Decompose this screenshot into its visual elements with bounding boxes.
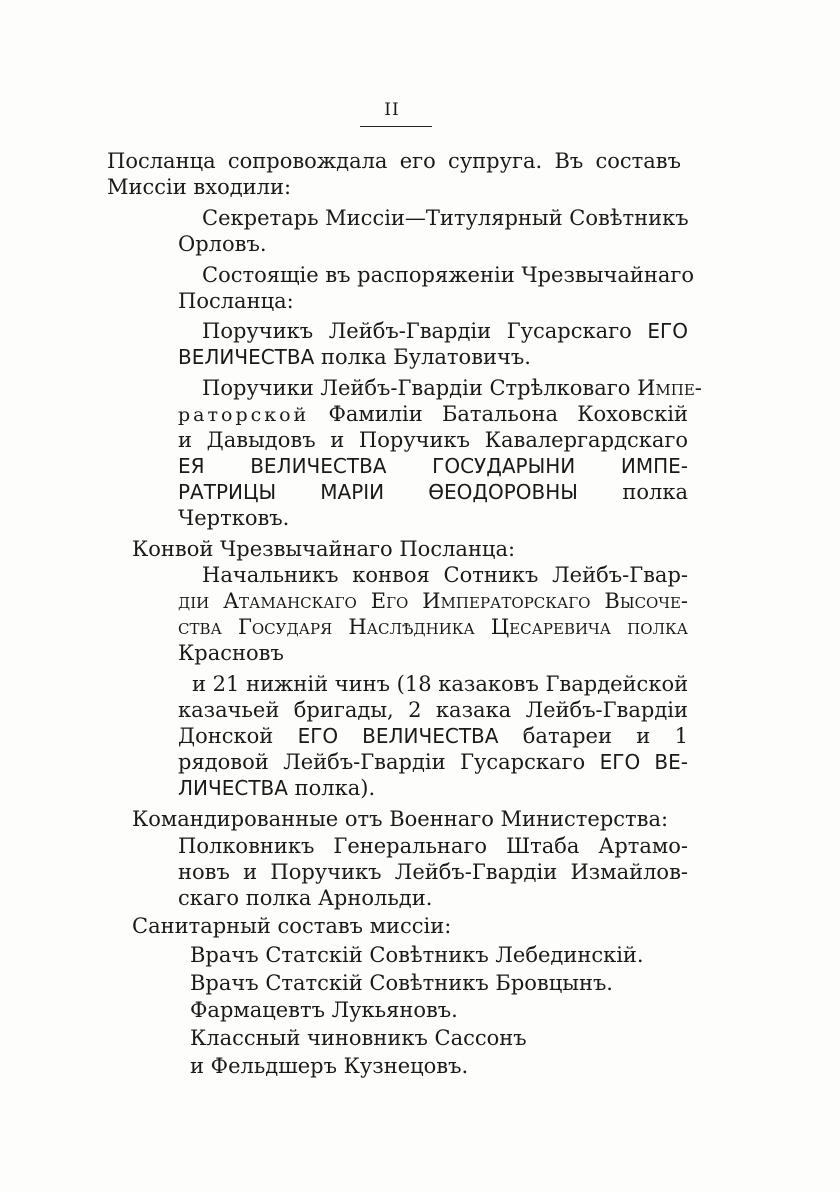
text-line: Классный чиновникъ Сассонъ [190,1026,527,1050]
text-segment-caps: ЕГО ВЕ- [599,750,688,774]
text-line: Посланца: [178,289,294,313]
text-line: и Фельдшеръ Кузнецовъ. [190,1054,469,1078]
text-segment-caps: РАТРИЦЫ МАРIИ ѲЕОДОРОВНЫ [178,480,578,504]
text-line: новъ и Поручикъ Лейбъ-Гвардiи Измайлов- [178,860,688,884]
text-line: ЕЯ ВЕЛИЧЕСТВА ГОСУДАРЫНИ ИМПЕ- [178,454,688,478]
text-line [178,401,688,427]
text-segment-spaced: раторской [178,404,310,426]
text-segment: батареи и 1 [522,724,688,748]
text-segment-caps: ЛИЧЕСТВА [178,776,288,800]
text-line: Конвой Чрезвычайнаго Посланца: [132,537,516,561]
text-line [178,479,688,505]
text-line: и Давыдовъ и Поручикъ Кавалергардскаго [178,428,688,452]
text-line: Красновъ [178,641,284,665]
text-line: ства Государя Наслѣдника Цесаревича полка [178,615,688,639]
page-number: II [384,100,400,120]
text-line [202,375,702,401]
text-segment: Поручикъ Лейбъ-Гвардiи Гусарскаго [202,319,632,343]
text-line [202,318,688,344]
text-line [178,749,688,775]
text-line: Орловъ. [178,232,267,256]
text-line: дiи Атаманскаго Его Императорскаго Высоче- [178,589,688,613]
text-line: Врачъ Статскiй Совѣтникъ Лебединскiй. [190,943,644,967]
text-segment-smallcaps: Импе- [637,376,702,400]
text-segment: Фамилiи Батальона Коховскiй [328,402,688,426]
text-segment-caps: ЕГО [647,319,688,343]
text-line: Врачъ Статскiй Совѣтникъ Бровцынъ. [190,971,613,995]
text-line: Начальникъ конвоя Сотникъ Лейбъ-Гвар- [202,563,688,587]
text-line [178,775,375,801]
text-line: Чертковъ. [178,506,290,530]
text-segment-caps: ЕГО ВЕЛИЧЕСТВА [297,724,499,748]
text-line [178,723,688,749]
text-line: Состоящiе въ распоряженiи Чрезвычайнаго [202,263,695,287]
text-segment: Поручики Лейбъ-Гвардiи Стрѣлковаго [202,376,631,400]
text-line: Посланца сопровождала его супруга. Въ составъ [107,149,681,173]
text-line: Миссiи входили: [107,175,292,199]
text-segment: рядовой Лейбъ-Гвардiи Гусарскаго [178,750,586,774]
text-segment-caps: ВЕЛИЧЕСТВА [178,345,315,369]
text-line: и 21 нижнiй чинъ (18 казаковъ Гвардейской [192,672,689,696]
text-line: Полковникъ Генеральнаго Штаба Артамо- [178,834,688,858]
text-segment: Донской [178,724,274,748]
text-line: скаго полка Арнольди. [178,886,433,910]
header-rule [360,126,432,127]
text-segment: полка). [294,776,376,800]
text-line: Командированные отъ Военнаго Министерства: [132,807,669,831]
text-line [178,344,531,370]
text-line: казачьей бригады, 2 казака Лейбъ-Гвардiи [178,698,688,722]
text-line: Фармацевтъ Лукьяновъ. [190,998,458,1022]
text-line: Санитарный составъ миссiи: [132,914,452,938]
text-segment: полка [622,480,688,504]
text-segment: полка Булатовичъ. [320,345,531,369]
text-line: Секретарь Миссiи—Титулярный Совѣтникъ [202,206,689,230]
